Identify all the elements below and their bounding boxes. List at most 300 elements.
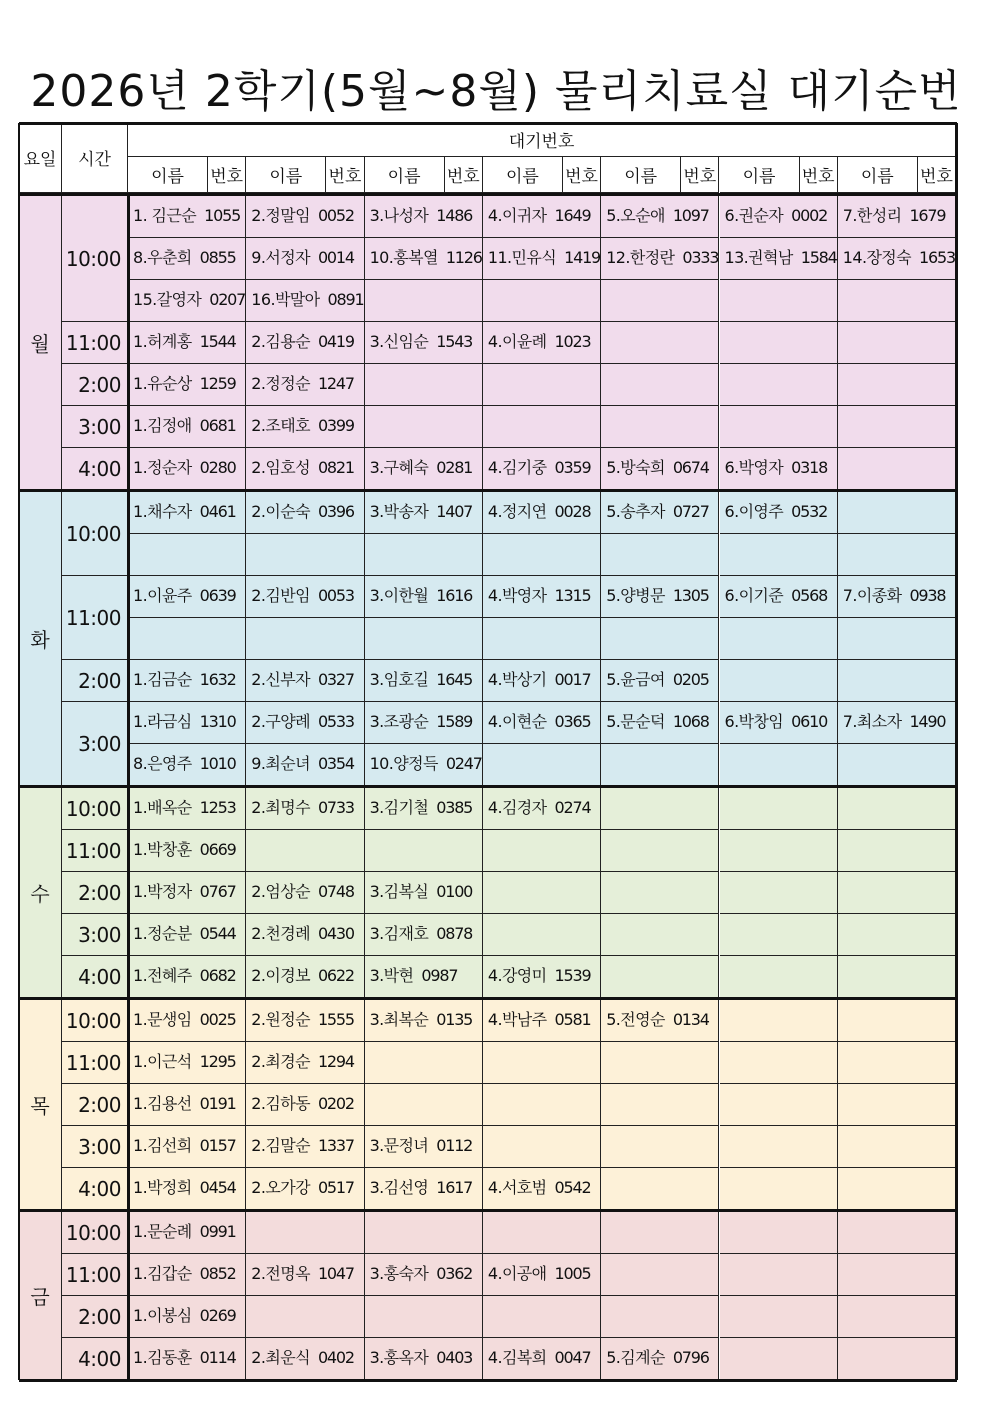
time-slot: 3:00 — [62, 702, 128, 786]
empty-cell — [365, 618, 483, 660]
patient-name: 1.박정희 — [133, 1178, 192, 1197]
patient-entry — [128, 1126, 246, 1168]
empty-cell — [838, 1042, 956, 1084]
empty-cell — [838, 492, 956, 534]
patient-name: 4.서호범 — [487, 1178, 547, 1197]
header-number: 번호 — [918, 157, 956, 193]
patient-name: 3.홍숙자 — [369, 1264, 429, 1283]
patient-number: 0385 — [436, 798, 473, 817]
patient-entry — [601, 702, 719, 744]
patient-name: 2.이순숙 — [251, 502, 310, 521]
patient-entry — [365, 872, 483, 914]
empty-cell — [365, 280, 483, 322]
empty-cell — [246, 1212, 364, 1254]
table-rule — [19, 1379, 957, 1382]
header-number: 번호 — [563, 157, 601, 193]
patient-entry — [601, 196, 719, 238]
empty-cell — [601, 956, 719, 998]
patient-number: 0247 — [445, 754, 482, 773]
patient-number: 0333 — [682, 248, 719, 267]
empty-cell — [601, 744, 719, 786]
patient-name: 7.한성리 — [842, 206, 902, 225]
patient-number: 0100 — [436, 882, 473, 901]
empty-cell — [720, 788, 838, 830]
patient-number: 1584 — [800, 248, 837, 267]
day-label: 수 — [19, 788, 62, 998]
patient-name: 15.갈영자 — [133, 290, 202, 309]
empty-cell — [720, 1212, 838, 1254]
empty-cell — [483, 830, 601, 872]
empty-cell — [128, 618, 246, 660]
patient-entry — [838, 702, 956, 744]
patient-entry — [720, 448, 838, 490]
patient-name: 4.이현순 — [487, 712, 547, 731]
patient-entry — [128, 1000, 246, 1042]
empty-cell — [720, 280, 838, 322]
patient-name: 2.최명수 — [251, 798, 310, 817]
patient-name: 2.김하동 — [251, 1094, 310, 1113]
patient-number: 0419 — [317, 332, 354, 351]
patient-number: 0403 — [436, 1348, 473, 1367]
patient-entry — [128, 322, 246, 364]
patient-name: 9.서정자 — [251, 248, 310, 267]
header-name: 이름 — [246, 157, 326, 193]
patient-entry — [365, 1168, 483, 1210]
patient-name: 5.방숙희 — [606, 458, 665, 477]
patient-entry — [483, 702, 601, 744]
empty-cell — [838, 364, 956, 406]
empty-cell — [483, 914, 601, 956]
patient-number: 0191 — [199, 1094, 236, 1113]
patient-number: 0399 — [317, 416, 354, 435]
patient-entry — [720, 702, 838, 744]
patient-name: 2.원정순 — [251, 1010, 310, 1029]
empty-cell — [483, 364, 601, 406]
empty-cell — [720, 1000, 838, 1042]
patient-number: 0365 — [554, 712, 591, 731]
patient-name: 4.정지연 — [487, 502, 547, 521]
time-slot: 10:00 — [62, 788, 128, 830]
patient-entry — [128, 956, 246, 998]
patient-name: 6.이기준 — [724, 586, 784, 605]
patient-name: 2.조태호 — [251, 416, 310, 435]
patient-number: 0014 — [317, 248, 354, 267]
patient-number: 0796 — [672, 1348, 709, 1367]
patient-name: 16.박말아 — [251, 290, 320, 309]
patient-entry — [601, 660, 719, 702]
patient-number: 0157 — [199, 1136, 236, 1155]
patient-entry — [365, 914, 483, 956]
patient-name: 14.장정숙 — [842, 248, 912, 267]
patient-name: 1.유순상 — [133, 374, 192, 393]
empty-cell — [483, 618, 601, 660]
patient-number: 1616 — [436, 586, 473, 605]
empty-cell — [601, 1254, 719, 1296]
patient-entry — [483, 660, 601, 702]
patient-entry — [246, 238, 364, 280]
patient-name: 1.채수자 — [133, 502, 192, 521]
patient-number: 1555 — [317, 1010, 354, 1029]
patient-entry — [246, 914, 364, 956]
patient-entry — [246, 196, 364, 238]
empty-cell — [601, 830, 719, 872]
patient-number: 0402 — [317, 1348, 354, 1367]
empty-cell — [720, 1084, 838, 1126]
patient-number: 0274 — [554, 798, 591, 817]
empty-cell — [720, 1254, 838, 1296]
patient-number: 0280 — [199, 458, 236, 477]
empty-cell — [601, 1168, 719, 1210]
patient-name: 2.전명옥 — [251, 1264, 310, 1283]
patient-entry — [246, 576, 364, 618]
empty-cell — [365, 1084, 483, 1126]
empty-cell — [720, 534, 838, 576]
patient-number: 0112 — [436, 1136, 473, 1155]
time-slot: 2:00 — [62, 660, 128, 702]
patient-entry — [483, 492, 601, 534]
empty-cell — [483, 1212, 601, 1254]
patient-name: 1.박정자 — [133, 882, 192, 901]
patient-entry — [483, 322, 601, 364]
patient-entry — [838, 238, 956, 280]
patient-entry — [483, 1254, 601, 1296]
patient-name: 2.신부자 — [251, 670, 310, 689]
patient-name: 5.윤금여 — [606, 670, 665, 689]
empty-cell — [365, 1296, 483, 1338]
time-slot: 4:00 — [62, 1338, 128, 1380]
empty-cell — [838, 872, 956, 914]
patient-number: 0281 — [436, 458, 473, 477]
empty-cell — [246, 618, 364, 660]
empty-cell — [483, 280, 601, 322]
header-day: 요일 — [19, 123, 62, 193]
patient-entry — [246, 1042, 364, 1084]
patient-entry — [601, 576, 719, 618]
patient-number: 0028 — [554, 502, 591, 521]
patient-number: 1679 — [909, 206, 946, 225]
patient-entry — [128, 280, 246, 322]
patient-name: 1. 김근순 — [133, 206, 197, 225]
patient-entry — [246, 956, 364, 998]
patient-number: 0047 — [554, 1348, 591, 1367]
patient-name: 3.조광순 — [369, 712, 429, 731]
patient-name: 2.오가강 — [251, 1178, 310, 1197]
patient-number: 0581 — [554, 1010, 591, 1029]
patient-name: 2.이경보 — [251, 966, 310, 985]
patient-number: 1337 — [317, 1136, 354, 1155]
empty-cell — [720, 956, 838, 998]
patient-entry — [365, 744, 483, 786]
patient-name: 4.이귀자 — [487, 206, 547, 225]
empty-cell — [720, 1296, 838, 1338]
patient-number: 0669 — [199, 840, 236, 859]
patient-number: 0544 — [199, 924, 236, 943]
patient-entry — [720, 492, 838, 534]
patient-name: 1.정순분 — [133, 924, 192, 943]
patient-number: 0318 — [791, 458, 828, 477]
empty-cell — [838, 956, 956, 998]
patient-entry — [365, 492, 483, 534]
patient-entry — [128, 702, 246, 744]
patient-number: 1253 — [199, 798, 236, 817]
empty-cell — [601, 534, 719, 576]
patient-entry — [483, 196, 601, 238]
empty-cell — [720, 1338, 838, 1380]
patient-number: 0938 — [909, 586, 946, 605]
empty-cell — [601, 322, 719, 364]
empty-cell — [365, 534, 483, 576]
patient-number: 1544 — [199, 332, 236, 351]
time-slot: 11:00 — [62, 830, 128, 872]
patient-number: 0454 — [199, 1178, 236, 1197]
empty-cell — [838, 534, 956, 576]
patient-entry — [483, 1338, 601, 1380]
empty-cell — [483, 1126, 601, 1168]
empty-cell — [838, 1254, 956, 1296]
patient-number: 0517 — [317, 1178, 354, 1197]
patient-name: 7.최소자 — [842, 712, 902, 731]
patient-name: 2.천경례 — [251, 924, 310, 943]
patient-number: 0987 — [421, 966, 458, 985]
patient-entry — [601, 1000, 719, 1042]
patient-name: 2.최경순 — [251, 1052, 310, 1071]
patient-entry — [246, 702, 364, 744]
patient-entry — [128, 196, 246, 238]
patient-name: 1.전혜주 — [133, 966, 192, 985]
empty-cell — [838, 618, 956, 660]
day-label: 월 — [19, 196, 62, 490]
patient-name: 10.양정득 — [369, 754, 438, 773]
empty-cell — [720, 406, 838, 448]
patient-number: 0639 — [199, 586, 236, 605]
patient-name: 2.김용순 — [251, 332, 310, 351]
patient-name: 2.정정순 — [251, 374, 310, 393]
empty-cell — [838, 1084, 956, 1126]
patient-name: 2.정말임 — [251, 206, 310, 225]
patient-name: 4.박상기 — [487, 670, 547, 689]
patient-entry — [720, 576, 838, 618]
patient-number: 0542 — [554, 1178, 591, 1197]
patient-number: 0622 — [317, 966, 354, 985]
empty-cell — [720, 364, 838, 406]
patient-name: 2.김말순 — [251, 1136, 310, 1155]
empty-cell — [838, 914, 956, 956]
patient-name: 1.이봉심 — [133, 1306, 192, 1325]
patient-name: 1.박창훈 — [133, 840, 192, 859]
empty-cell — [720, 618, 838, 660]
patient-number: 1543 — [436, 332, 473, 351]
patient-name: 3.홍옥자 — [369, 1348, 429, 1367]
patient-name: 1.문생임 — [133, 1010, 192, 1029]
patient-entry — [128, 448, 246, 490]
patient-number: 1539 — [554, 966, 591, 985]
patient-name: 1.라금심 — [133, 712, 192, 731]
patient-number: 0681 — [199, 416, 236, 435]
patient-number: 1055 — [204, 206, 241, 225]
patient-number: 0991 — [199, 1222, 236, 1241]
time-slot: 10:00 — [62, 492, 128, 576]
patient-name: 3.최복순 — [369, 1010, 429, 1029]
time-slot: 4:00 — [62, 448, 128, 490]
empty-cell — [365, 830, 483, 872]
time-slot: 2:00 — [62, 1296, 128, 1338]
patient-name: 3.박송자 — [369, 502, 429, 521]
empty-cell — [601, 1296, 719, 1338]
patient-entry — [246, 1084, 364, 1126]
patient-entry — [483, 956, 601, 998]
header-name: 이름 — [483, 157, 563, 193]
patient-entry — [365, 1254, 483, 1296]
patient-entry — [365, 702, 483, 744]
patient-number: 0202 — [317, 1094, 354, 1113]
patient-entry — [128, 1254, 246, 1296]
empty-cell — [601, 406, 719, 448]
patient-entry — [246, 448, 364, 490]
empty-cell — [720, 322, 838, 364]
patient-number: 0821 — [317, 458, 354, 477]
empty-cell — [720, 744, 838, 786]
time-slot: 3:00 — [62, 1126, 128, 1168]
patient-number: 0532 — [791, 502, 828, 521]
patient-entry — [246, 1338, 364, 1380]
time-slot: 11:00 — [62, 576, 128, 660]
time-slot: 2:00 — [62, 364, 128, 406]
patient-number: 0852 — [199, 1264, 236, 1283]
patient-number: 1653 — [919, 248, 955, 267]
patient-entry — [365, 322, 483, 364]
patient-name: 1.김정애 — [133, 416, 192, 435]
patient-number: 1617 — [436, 1178, 473, 1197]
time-slot: 10:00 — [62, 196, 128, 322]
patient-entry — [128, 1338, 246, 1380]
patient-name: 1.김갑순 — [133, 1264, 192, 1283]
patient-entry — [128, 744, 246, 786]
patient-entry — [246, 1168, 364, 1210]
patient-entry — [365, 576, 483, 618]
patient-number: 0674 — [672, 458, 709, 477]
patient-entry — [128, 238, 246, 280]
patient-number: 1486 — [436, 206, 473, 225]
empty-cell — [838, 1126, 956, 1168]
patient-entry — [365, 238, 483, 280]
patient-entry — [365, 448, 483, 490]
patient-name: 6.이영주 — [724, 502, 784, 521]
patient-number: 0682 — [199, 966, 236, 985]
patient-entry — [246, 322, 364, 364]
patient-name: 5.김계순 — [606, 1348, 665, 1367]
patient-entry — [128, 1168, 246, 1210]
patient-name: 5.오순애 — [606, 206, 665, 225]
patient-entry — [128, 492, 246, 534]
patient-name: 1.김용선 — [133, 1094, 192, 1113]
patient-name: 4.김기중 — [487, 458, 547, 477]
empty-cell — [838, 1168, 956, 1210]
empty-cell — [246, 1296, 364, 1338]
patient-number: 0002 — [791, 206, 828, 225]
patient-entry — [601, 448, 719, 490]
patient-name: 2.임호성 — [251, 458, 310, 477]
page-title: 2026년 2학기(5월~8월) 물리치료실 대기순번 — [30, 66, 962, 117]
patient-entry — [483, 238, 601, 280]
day-label: 목 — [19, 1000, 62, 1210]
patient-number: 0025 — [199, 1010, 236, 1029]
patient-name: 4.박남주 — [487, 1010, 547, 1029]
patient-number: 0359 — [554, 458, 591, 477]
empty-cell — [483, 406, 601, 448]
patient-entry — [246, 492, 364, 534]
patient-number: 0134 — [672, 1010, 709, 1029]
patient-entry — [483, 576, 601, 618]
patient-entry — [128, 872, 246, 914]
empty-cell — [838, 744, 956, 786]
patient-number: 0327 — [317, 670, 354, 689]
patient-entry — [246, 788, 364, 830]
empty-cell — [601, 280, 719, 322]
patient-number: 1589 — [436, 712, 473, 731]
header-name: 이름 — [720, 157, 800, 193]
patient-name: 1.배옥순 — [133, 798, 192, 817]
empty-cell — [720, 660, 838, 702]
time-slot: 11:00 — [62, 1042, 128, 1084]
patient-name: 5.전영순 — [606, 1010, 665, 1029]
patient-name: 3.구혜숙 — [369, 458, 429, 477]
patient-name: 1.이윤주 — [133, 586, 192, 605]
patient-name: 3.임호길 — [369, 670, 429, 689]
empty-cell — [838, 406, 956, 448]
header-group: 대기번호 — [128, 123, 956, 157]
patient-entry — [246, 1000, 364, 1042]
empty-cell — [365, 1212, 483, 1254]
patient-entry — [483, 1168, 601, 1210]
empty-cell — [365, 1042, 483, 1084]
patient-number: 1068 — [672, 712, 709, 731]
patient-name: 8.우춘희 — [133, 248, 192, 267]
empty-cell — [601, 1042, 719, 1084]
time-slot: 2:00 — [62, 872, 128, 914]
patient-name: 3.김재호 — [369, 924, 429, 943]
empty-cell — [601, 914, 719, 956]
header-number: 번호 — [445, 157, 483, 193]
patient-entry — [128, 788, 246, 830]
empty-cell — [838, 448, 956, 490]
time-slot: 10:00 — [62, 1212, 128, 1254]
patient-entry — [128, 1084, 246, 1126]
empty-cell — [483, 1296, 601, 1338]
patient-name: 5.송추자 — [606, 502, 665, 521]
empty-cell — [838, 322, 956, 364]
patient-entry — [365, 1126, 483, 1168]
patient-entry — [246, 280, 364, 322]
patient-entry — [483, 448, 601, 490]
empty-cell — [483, 1084, 601, 1126]
table-rule — [19, 122, 957, 125]
patient-number: 1305 — [672, 586, 709, 605]
patient-number: 1247 — [317, 374, 354, 393]
patient-number: 0767 — [199, 882, 236, 901]
empty-cell — [720, 914, 838, 956]
patient-name: 13.권혁남 — [724, 248, 793, 267]
header-number: 번호 — [326, 157, 364, 193]
patient-number: 0733 — [317, 798, 354, 817]
patient-entry — [128, 914, 246, 956]
patient-name: 1.김금순 — [133, 670, 192, 689]
header-name: 이름 — [838, 157, 918, 193]
patient-number: 0748 — [317, 882, 354, 901]
patient-entry — [483, 1000, 601, 1042]
empty-cell — [838, 830, 956, 872]
patient-number: 0114 — [199, 1348, 236, 1367]
time-slot: 3:00 — [62, 914, 128, 956]
